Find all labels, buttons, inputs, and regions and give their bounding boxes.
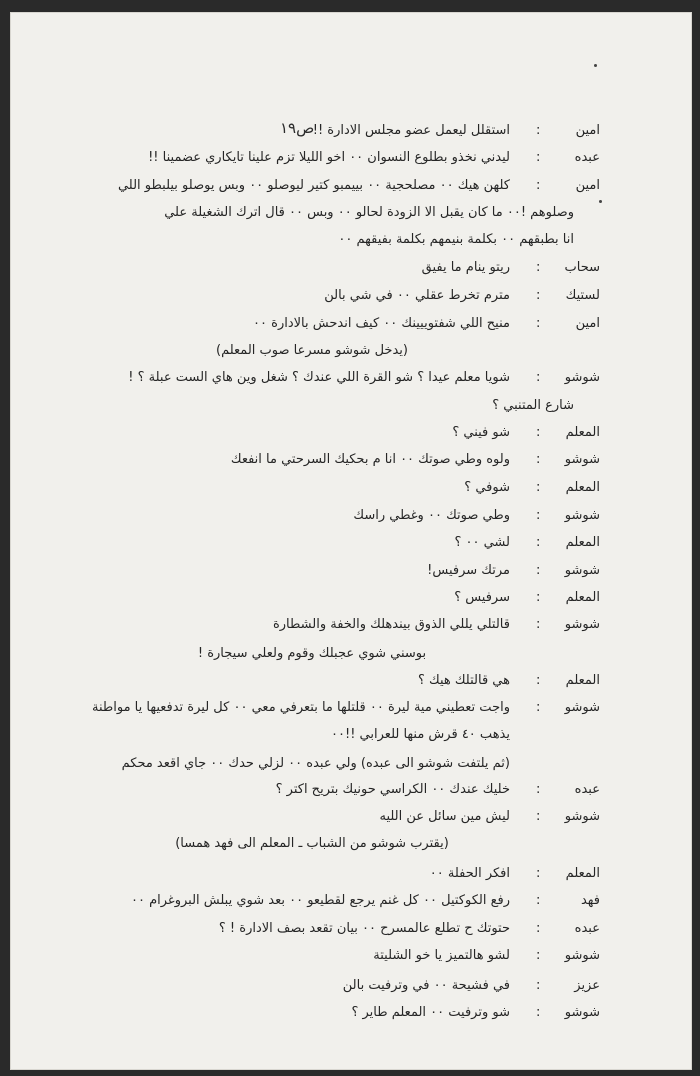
colon-mark: : [536,288,541,303]
colon-mark: : [536,123,541,138]
speaker-name: امين [575,316,600,331]
speaker-name: شوشو [564,700,600,715]
colon-mark: : [536,782,541,797]
dialogue-text: منيح اللي شفتوييينك ٠٠ كيف اندحش بالادارة ٠٠ [253,316,510,331]
colon-mark: : [536,425,541,440]
colon-mark: : [536,1005,541,1020]
colon-mark: : [536,590,541,605]
document-page [10,12,692,1070]
dialogue-text: رفع الكوكتيل ٠٠ كل غنم يرجع لقطيعو ٠٠ بعد شوي يبلش البروغرام ٠٠ [130,893,510,908]
speaker-name: امين [575,123,600,138]
colon-mark: : [536,948,541,963]
dialogue-text: شويا معلم عيدا ؟ شو القرة اللي عندك ؟ شغل وين هاي الست عبلة ؟ ! [128,370,510,385]
speaker-name: المعلم [565,425,600,440]
dialogue-text: (يقترب شوشو من الشباب ـ المعلم الى فهد همسا) [175,836,449,851]
colon-mark: : [536,316,541,331]
speaker-name: شوشو [564,617,600,632]
speaker-name: المعلم [565,673,600,688]
dialogue-text: ليدني نخذو بطلوع النسوان ٠٠ اخو الليلا تزم علينا تايكاري عضمينا !! [148,150,510,165]
colon-mark: : [536,452,541,467]
speaker-name: المعلم [565,480,600,495]
dialogue-text: قالتلي يللي الذوق بيندهلك والخفة والشطارة [272,617,510,632]
dialogue-text: (يدخل شوشو مسرعا صوب المعلم) [216,343,408,358]
speaker-name: المعلم [565,535,600,550]
colon-mark: : [536,866,541,881]
colon-mark: : [536,563,541,578]
dialogue-text: ريتو ينام ما يفيق [421,260,510,275]
speaker-name: فهد [580,893,600,908]
punch-dot [594,64,597,67]
dialogue-text: افكر الحفلة ٠٠ [429,866,510,881]
colon-mark: : [536,508,541,523]
dialogue-text: شوفي ؟ [464,480,510,495]
dialogue-text: استقلل ليعمل عضو مجلس الادارة !! [312,123,510,138]
speaker-name: عبده [574,150,600,165]
speaker-name: امين [575,178,600,193]
colon-mark: : [536,370,541,385]
dialogue-text: ولوه وطي صوتك ٠٠ انا م بحكيك السرحتي ما انفعك [230,452,510,467]
colon-mark: : [536,178,541,193]
colon-mark: : [536,617,541,632]
dialogue-text: هي قالتلك هيك ؟ [417,673,510,688]
dialogue-text: لشي ٠٠ ؟ [454,535,510,550]
dialogue-text: مرتك سرفيس! [427,563,510,578]
dialogue-text: (ثم يلتفت شوشو الى عبده) ولي عبده ٠٠ لزلي حدك ٠٠ جاي اقعد محكم [121,756,510,771]
colon-mark: : [536,673,541,688]
speaker-name: شوشو [564,563,600,578]
colon-mark: : [536,480,541,495]
colon-mark: : [536,921,541,936]
dialogue-text: لشو هالتميز يا خو الشليتة [373,948,510,963]
dialogue-text: انا بطبقهم ٠٠ بكلمة بنيمهم بكلمة بفيقهم ٠٠ [338,232,574,247]
colon-mark: : [536,260,541,275]
speaker-name: عبده [574,782,600,797]
dialogue-text: شو وترفيت ٠٠ المعلم طاير ؟ [351,1005,510,1020]
speaker-name: المعلم [565,590,600,605]
dialogue-text: يذهب ٤٠ قرش منها للعرابي !!٠٠ [331,727,510,742]
colon-mark: : [536,893,541,908]
dialogue-text: في فشيحة ٠٠ في وترفيت بالن [342,978,510,993]
colon-mark: : [536,535,541,550]
dialogue-text: سرفيس ؟ [454,590,510,605]
dialogue-text: واجت تعطيني مية ليرة ٠٠ قلتلها ما بتعرفي معي ٠٠ كل ليرة تدفعيها يا مواطنة [92,700,510,715]
dialogue-text: بوسني شوي عجبلك وقوم ولعلي سيجارة ! [197,646,427,661]
speaker-name: شوشو [564,809,600,824]
speaker-name: شوشو [564,452,600,467]
dialogue-text: حتوتك ح تطلع عالمسرح ٠٠ بيان تقعد بصف الادارة ! ؟ [218,921,510,936]
dialogue-text: مترم تخرط عقلي ٠٠ في شي بالن [324,288,510,303]
punch-dot [599,200,602,203]
colon-mark: : [536,809,541,824]
speaker-name: لستيك [565,288,600,303]
speaker-name: عبده [574,921,600,936]
colon-mark: : [536,700,541,715]
speaker-name: سحاب [564,260,600,275]
dialogue-text: خليك عندك ٠٠ الكراسي حونيك بتريح اكتر ؟ [275,782,510,797]
dialogue-text: ليش مين سائل عن الليه [379,809,510,824]
dialogue-text: شو فيني ؟ [452,425,510,440]
colon-mark: : [536,150,541,165]
speaker-name: شوشو [564,508,600,523]
colon-mark: : [536,978,541,993]
dialogue-text: كلهن هيك ٠٠ مصلحجية ٠٠ بييمبو كتير ليوصلو ٠٠ وبس يوصلو بيلبطو اللي [117,178,510,193]
speaker-name: عزيز [574,978,600,993]
speaker-name: شوشو [564,948,600,963]
dialogue-text: شارع المتنبي ؟ [492,398,574,413]
dialogue-text: وصلوهم !٠٠ ما كان يقبل الا الزودة لحالو ٠٠ وبس ٠٠ قال اترك الشغيلة علي [164,205,574,220]
speaker-name: المعلم [565,866,600,881]
speaker-name: شوشو [564,1005,600,1020]
page-number: ص١٩ [280,119,315,137]
speaker-name: شوشو [564,370,600,385]
dialogue-text: وطي صوتك ٠٠ وغطي راسك [353,508,510,523]
